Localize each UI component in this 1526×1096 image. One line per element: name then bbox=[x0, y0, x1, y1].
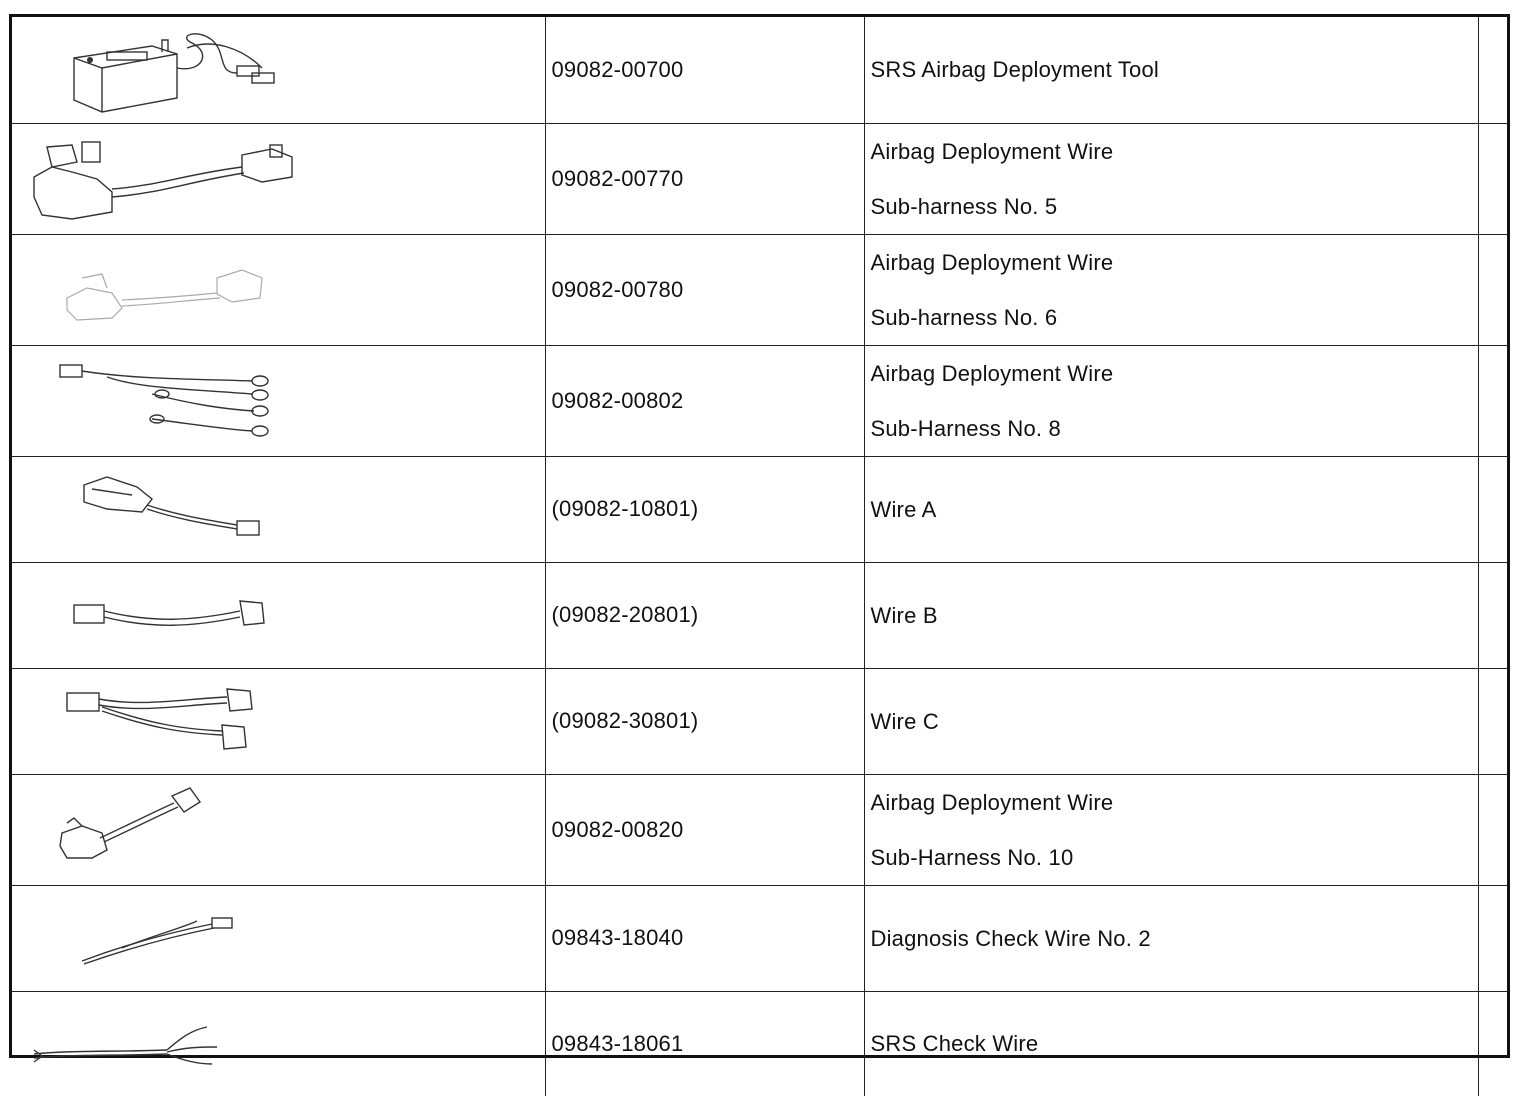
note-cell bbox=[1478, 345, 1507, 456]
part-description: Airbag Deployment Wire Sub-Harness No. 8 bbox=[864, 345, 1478, 456]
tool-image-cell bbox=[12, 774, 545, 885]
note-cell bbox=[1478, 885, 1507, 991]
part-description: Airbag Deployment Wire Sub-Harness No. 10 bbox=[864, 774, 1478, 885]
wire-a-icon bbox=[12, 457, 545, 561]
part-description: Wire C bbox=[864, 668, 1478, 774]
note-cell bbox=[1478, 774, 1507, 885]
part-description: SRS Check Wire bbox=[864, 991, 1478, 1096]
table-row bbox=[12, 17, 1507, 123]
part-description: Airbag Deployment Wire Sub-harness No. 6 bbox=[864, 234, 1478, 345]
tool-image-cell bbox=[12, 668, 545, 774]
table-row bbox=[12, 774, 1507, 885]
note-cell bbox=[1478, 562, 1507, 668]
part-number: 09082-00820 bbox=[545, 774, 864, 885]
special-tools-table bbox=[12, 17, 1507, 1096]
table-row bbox=[12, 234, 1507, 345]
table-row bbox=[12, 991, 1507, 1096]
tool-image-cell bbox=[12, 234, 545, 345]
diagnosis-check-wire-icon bbox=[12, 886, 545, 990]
part-description: SRS Airbag Deployment Tool bbox=[864, 17, 1478, 123]
tool-image-cell bbox=[12, 345, 545, 456]
part-number: 09082-00780 bbox=[545, 234, 864, 345]
part-number: 09082-00700 bbox=[545, 17, 864, 123]
note-cell bbox=[1478, 123, 1507, 234]
table-row bbox=[12, 345, 1507, 456]
deployment-tool-icon bbox=[12, 18, 545, 122]
table-row bbox=[12, 123, 1507, 234]
part-description: Diagnosis Check Wire No. 2 bbox=[864, 885, 1478, 991]
sub-harness-6-icon bbox=[12, 238, 545, 342]
part-description: Wire A bbox=[864, 456, 1478, 562]
note-cell bbox=[1478, 234, 1507, 345]
table-row bbox=[12, 668, 1507, 774]
note-cell bbox=[1478, 17, 1507, 123]
part-description: Wire B bbox=[864, 562, 1478, 668]
srs-check-wire-icon bbox=[12, 992, 545, 1096]
tool-image-cell bbox=[12, 123, 545, 234]
tool-image-cell bbox=[12, 456, 545, 562]
part-number: 09843-18061 bbox=[545, 991, 864, 1096]
sub-harness-8-icon bbox=[12, 349, 545, 453]
part-number: (09082-10801) bbox=[545, 456, 864, 562]
part-number: (09082-30801) bbox=[545, 668, 864, 774]
sub-harness-10-icon bbox=[12, 778, 545, 882]
part-description: Airbag Deployment Wire Sub-harness No. 5 bbox=[864, 123, 1478, 234]
wire-c-icon bbox=[12, 669, 545, 773]
tool-image-cell bbox=[12, 17, 545, 123]
wire-b-icon bbox=[12, 563, 545, 667]
note-cell bbox=[1478, 991, 1507, 1096]
tool-image-cell bbox=[12, 562, 545, 668]
part-number: (09082-20801) bbox=[545, 562, 864, 668]
tool-image-cell bbox=[12, 991, 545, 1096]
table-row bbox=[12, 562, 1507, 668]
special-tools-sheet bbox=[9, 14, 1510, 1058]
part-number: 09082-00802 bbox=[545, 345, 864, 456]
note-cell bbox=[1478, 668, 1507, 774]
note-cell bbox=[1478, 456, 1507, 562]
sub-harness-5-icon bbox=[12, 127, 545, 231]
table-row bbox=[12, 456, 1507, 562]
part-number: 09082-00770 bbox=[545, 123, 864, 234]
table-row bbox=[12, 885, 1507, 991]
tool-image-cell bbox=[12, 885, 545, 991]
part-number: 09843-18040 bbox=[545, 885, 864, 991]
